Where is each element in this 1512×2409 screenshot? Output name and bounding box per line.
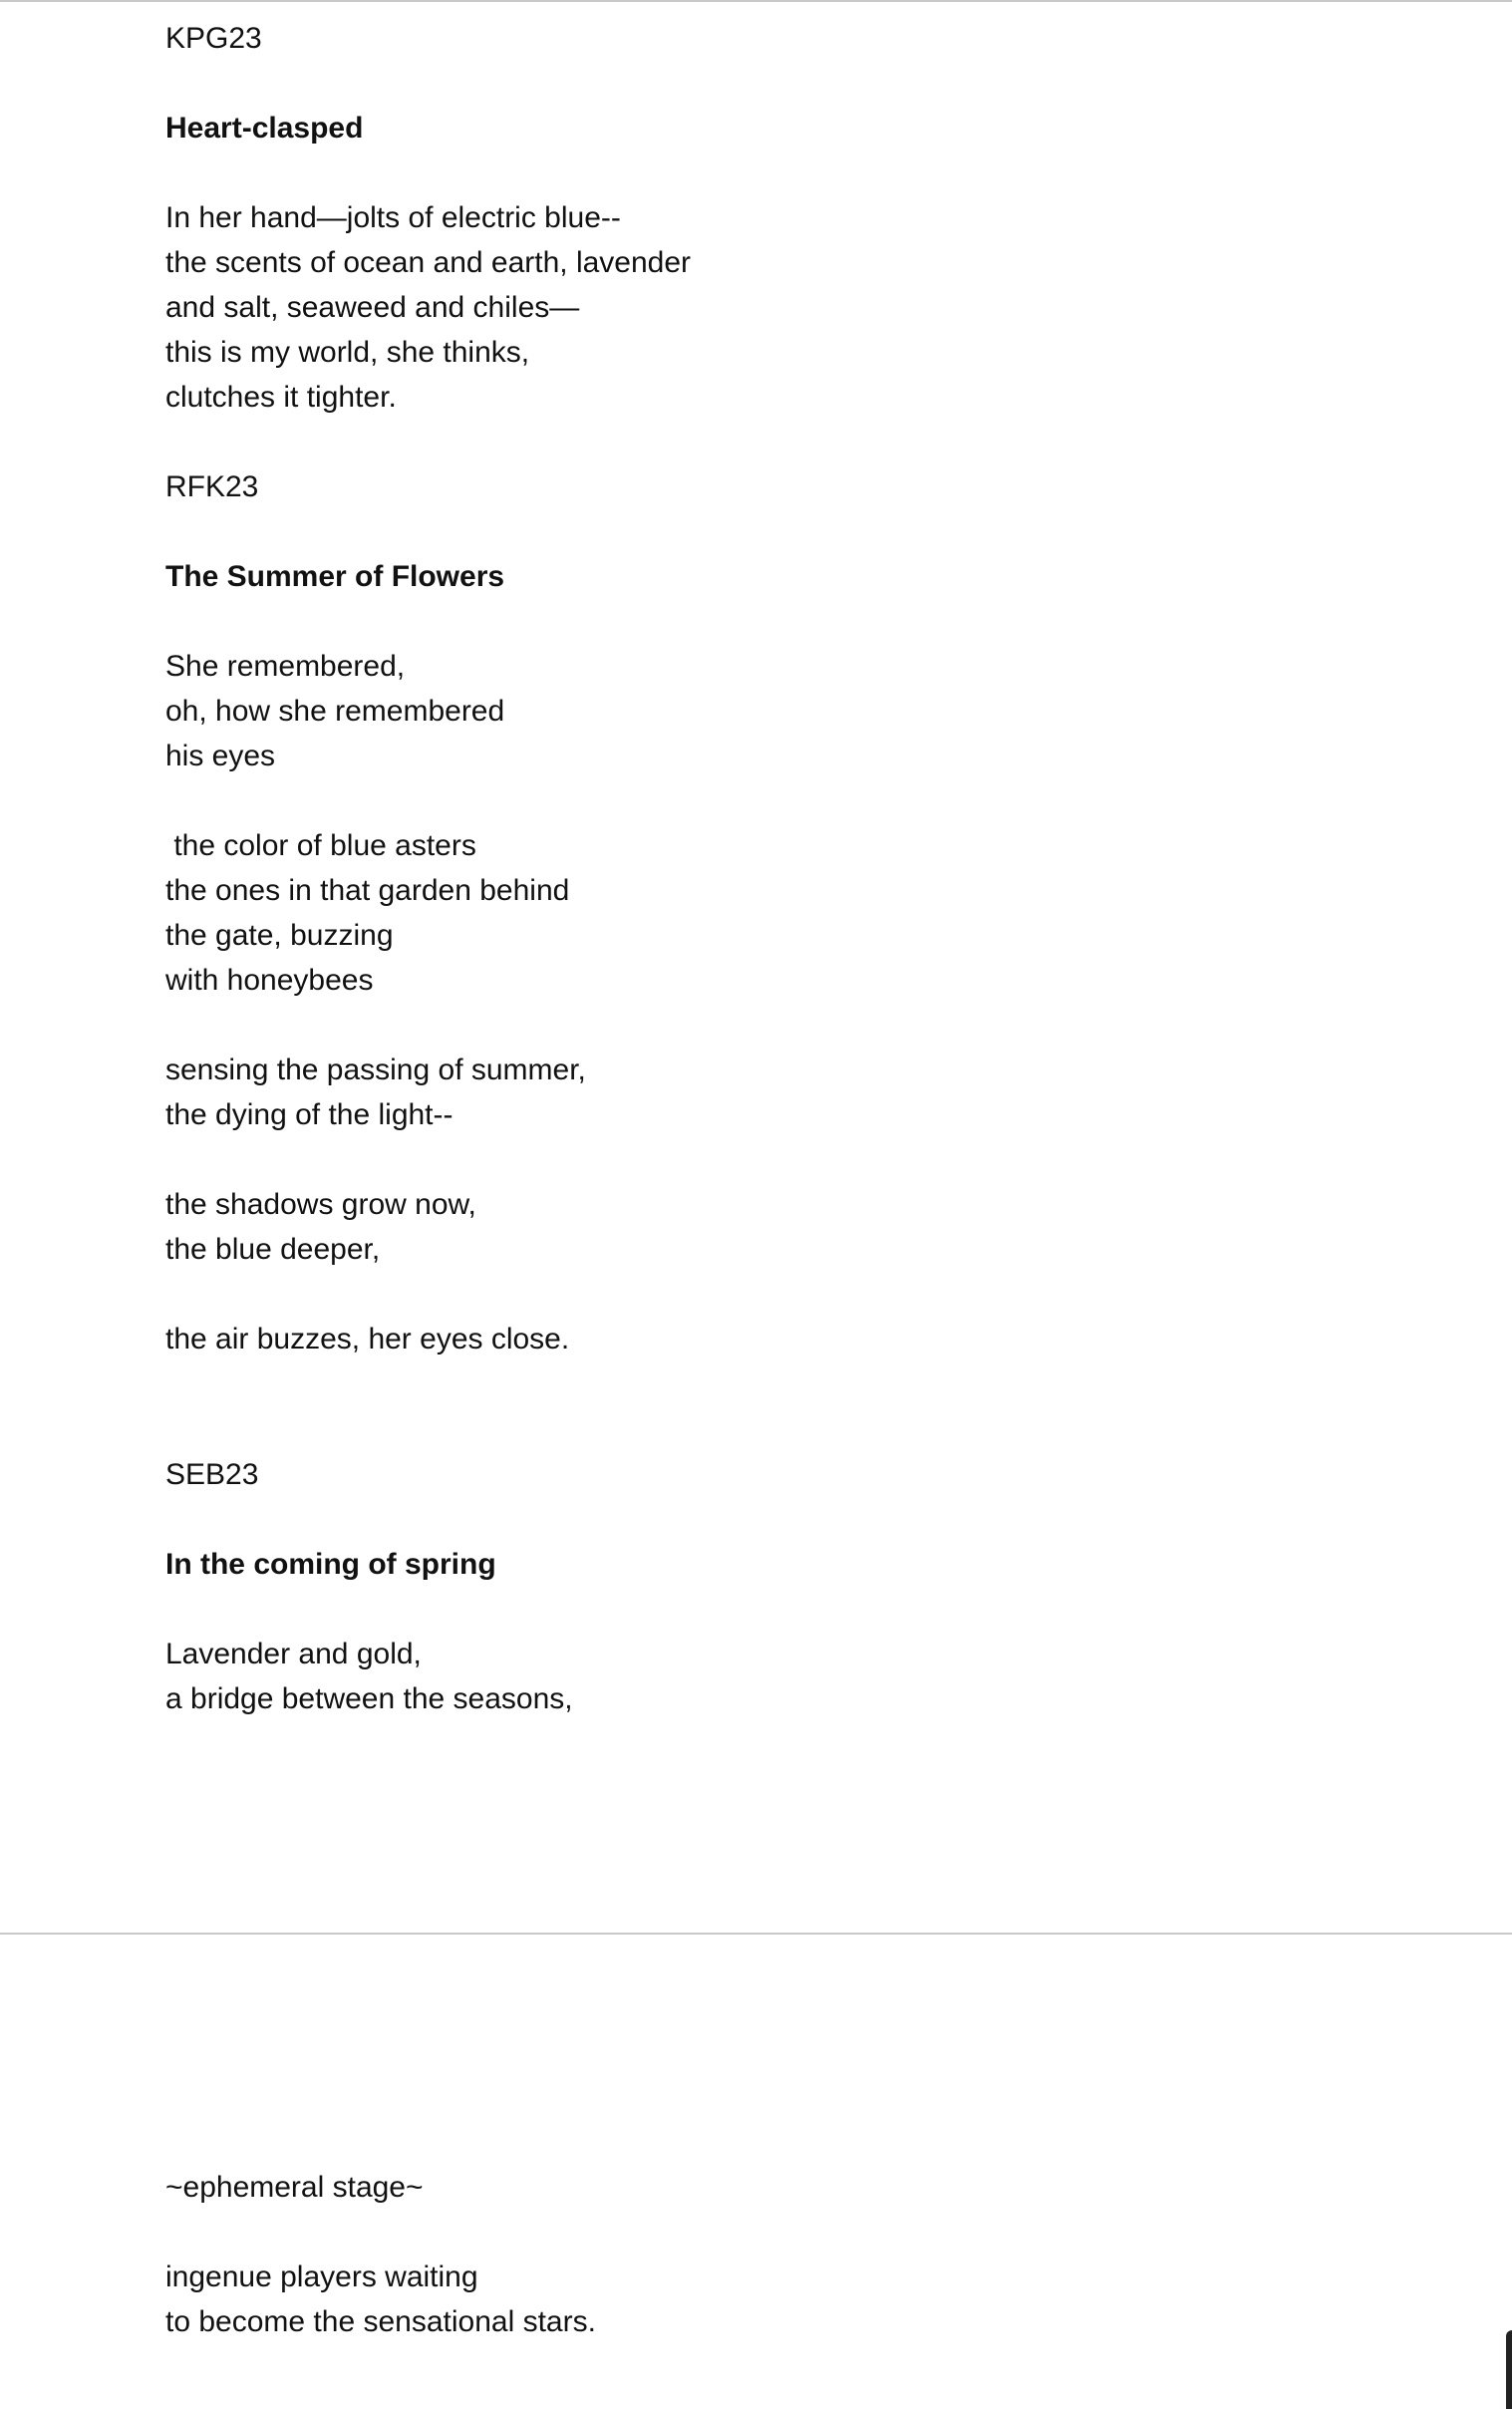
spacer [165, 151, 1361, 195]
poem-line: this is my world, she thinks, [165, 336, 530, 369]
poem-code: KPG23 [165, 22, 262, 55]
poem-line: ingenue players waiting [165, 2260, 478, 2293]
spacer [165, 778, 1361, 823]
spacer [165, 1272, 1361, 1317]
spacer [165, 420, 1361, 464]
poem-line: clutches it tighter. [165, 381, 397, 414]
spacer [165, 1497, 1361, 1542]
document-page-2 [165, 2165, 1361, 2344]
poem-line: to become the sensational stars. [165, 2305, 596, 2338]
poem-title: Heart-clasped [165, 112, 364, 145]
poem-line: the dying of the light-- [165, 1098, 454, 1131]
poem-line: In her hand—jolts of electric blue-- [165, 201, 621, 234]
poem-line: the gate, buzzing [165, 919, 394, 952]
poem-line: the color of blue asters [165, 829, 476, 862]
poem-line: the scents of ocean and earth, lavender [165, 246, 692, 279]
poem-line: the shadows grow now, [165, 1188, 476, 1221]
poem-line: a bridge between the seasons, [165, 1682, 573, 1715]
spacer [165, 61, 1361, 106]
poem-line: Lavender and gold, [165, 1638, 422, 1670]
poem-title: ~ephemeral stage~ [165, 2171, 424, 2204]
document-page-1 [165, 16, 1361, 1721]
poem-line: with honeybees [165, 964, 374, 997]
poem-line: and salt, seaweed and chiles— [165, 291, 580, 324]
scrollbar-thumb[interactable] [1506, 2330, 1512, 2409]
spacer [165, 1003, 1361, 1048]
spacer [165, 509, 1361, 554]
poem-title: The Summer of Flowers [165, 560, 505, 593]
poem-line: oh, how she remembered [165, 695, 505, 728]
poem-line: his eyes [165, 740, 276, 772]
spacer [165, 2210, 1361, 2255]
page-break [0, 1933, 1512, 1935]
spacer [165, 1137, 1361, 1182]
poem-line: the ones in that garden behind [165, 874, 570, 907]
spacer [165, 1587, 1361, 1632]
poem-line: the air buzzes, her eyes close. [165, 1323, 570, 1355]
spacer [165, 1361, 1361, 1452]
poem-title: In the coming of spring [165, 1548, 496, 1581]
spacer [165, 599, 1361, 644]
page-top-border [0, 0, 1512, 2]
poem-line: sensing the passing of summer, [165, 1054, 586, 1086]
poem-code: RFK23 [165, 470, 259, 503]
poem-line: She remembered, [165, 650, 406, 683]
poem-code: SEB23 [165, 1458, 259, 1491]
poem-line: the blue deeper, [165, 1233, 381, 1266]
